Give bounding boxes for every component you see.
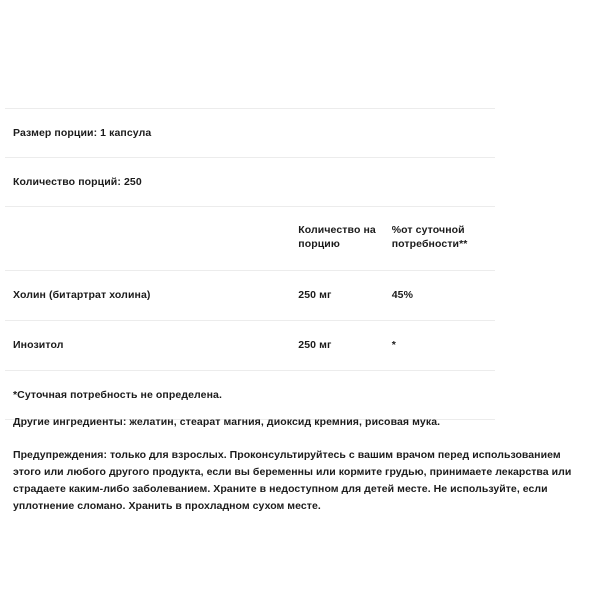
nutrient-name: Инозитол [13, 338, 64, 351]
servings-per-container-row [5, 158, 495, 206]
product-notes [13, 415, 588, 515]
table-row [5, 271, 495, 320]
table-row [5, 321, 495, 370]
header-amount-per-serving: Количество на порцию [298, 224, 376, 251]
warnings-text: Предупреждения: только для взрослых. Проконсультируйтесь с вашим врачом перед использованием этого или любого другого продукта, если вы беременны или кормите грудью, принимаете лекарства или страдаете каким-либо заболеванием. Храните в недоступном для детей месте. Не используйте, если уплотнение сломано. Хранить в прохладном сухом месте. [13, 448, 572, 512]
nutrient-daily-value: 45% [391, 289, 414, 302]
daily-value-footnote: *Суточная потребность не определена. [13, 389, 223, 401]
nutrient-amount: 250 мг [298, 339, 332, 352]
header-percent-daily-value: %от суточной потребности** [391, 224, 468, 251]
nutrient-name: Холин (битартрат холина) [13, 288, 151, 301]
nutrient-daily-value: * [391, 339, 396, 352]
serving-size-label: Размер порции: 1 капсула [13, 127, 152, 139]
supplement-facts-panel [5, 108, 495, 420]
serving-size-row [5, 109, 495, 157]
nutrient-amount: 250 мг [298, 289, 332, 302]
footnote-row [5, 371, 495, 419]
table-header-row [5, 207, 495, 270]
servings-per-container-label: Количество порций: 250 [13, 176, 142, 188]
other-ingredients-text: Другие ингредиенты: желатин, стеарат магния, диоксид кремния, рисовая мука. [13, 416, 441, 428]
